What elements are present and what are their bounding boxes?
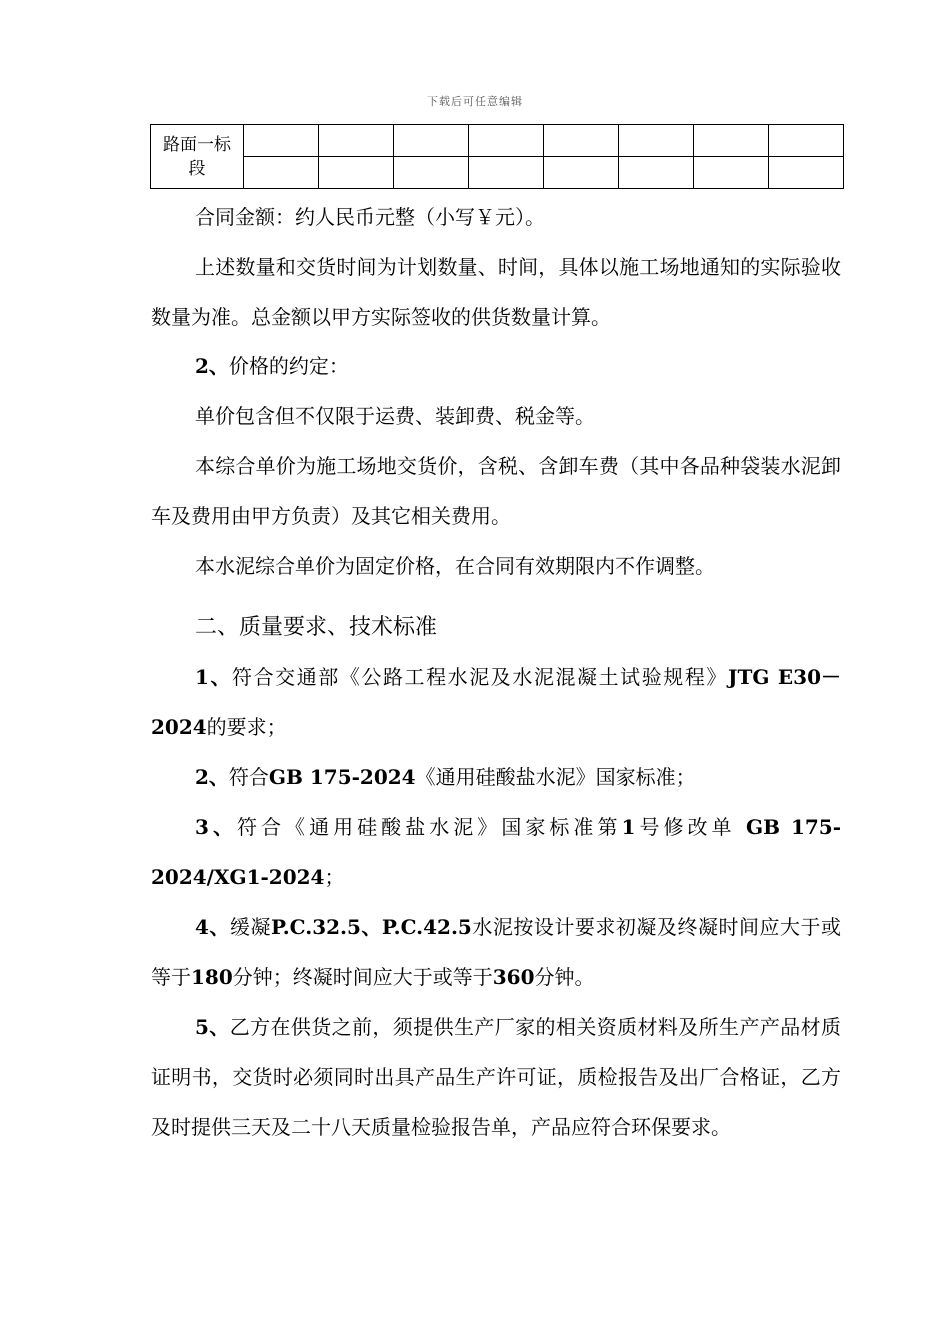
standard-code: JTG E30－2024: [151, 665, 842, 739]
table-cell: [694, 157, 769, 189]
item-text: 号修改单: [635, 815, 736, 839]
item-text: 符合交通部《公路工程水泥及水泥混凝土试验规程》: [232, 665, 728, 689]
table-cell: [769, 157, 844, 189]
standard-item-2: [151, 752, 841, 802]
contract-amount-paragraph: 合同金额：约人民币元整（小写￥元）。: [195, 205, 545, 229]
table-cell: [244, 157, 319, 189]
item-text: 水泥按设计要求初凝及终凝时间应大于或等于: [151, 915, 842, 989]
table-cell: [244, 125, 319, 157]
standard-item-1: [151, 652, 841, 752]
section-heading: 二、质量要求、技术标准: [195, 615, 438, 640]
price-agreement-text: 价格的约定：: [228, 354, 349, 378]
standard-item-4: [151, 902, 841, 1002]
table-row: [151, 157, 844, 189]
standard-code: GB 175-2024/XG1-2024: [151, 815, 842, 889]
table-cell: [469, 157, 544, 189]
item-number: 3、: [195, 815, 237, 839]
row-label-line1: 路面一标: [163, 134, 231, 155]
fixed-price-paragraph: 本水泥综合单价为固定价格，在合同有效期限内不作调整。: [195, 554, 715, 578]
table-row-label: [151, 125, 244, 189]
standard-item-5: [151, 1002, 841, 1152]
price-agreement-heading: [151, 341, 841, 391]
table-cell: [319, 157, 394, 189]
standard-code: GB 175-2024: [268, 765, 416, 789]
table-row: [151, 125, 844, 157]
table-cell: [469, 125, 544, 157]
item-text: 分钟。: [534, 965, 595, 989]
item-text: 乙方在供货之前，须提供生产厂家的相关资质材料及所生产产品材质证明书，交货时必须同时出具产品生产许可证，质检报告及出厂合格证，乙方及时提供三天及二十八天质量检验报告单，产品应符合环保要求。: [151, 1015, 842, 1139]
item-number: 2、: [195, 354, 229, 378]
final-set-minutes: 360: [492, 965, 535, 989]
table-cell: [619, 125, 694, 157]
initial-set-minutes: 180: [191, 965, 233, 989]
table-cell: [394, 157, 469, 189]
item-text: 的要求；: [206, 715, 287, 739]
standard-item-3: [151, 802, 841, 902]
delivery-table: [150, 124, 844, 189]
item-text: ；: [324, 865, 345, 889]
page-header: 下载后可任意编辑: [427, 95, 523, 108]
table-cell: [769, 125, 844, 157]
table-cell: [319, 125, 394, 157]
table-cell: [619, 157, 694, 189]
item-text: 符合: [228, 765, 269, 789]
table-cell: [544, 157, 619, 189]
item-number: 4、: [195, 915, 230, 939]
item-text: 符合《通用硅酸盐水泥》国家标准第: [236, 815, 622, 839]
item-text: 《通用硅酸盐水泥》国家标准；: [415, 765, 696, 789]
item-number: 5、: [195, 1015, 230, 1039]
row-label-line2: 段: [188, 158, 206, 179]
item-number: 2、: [195, 765, 229, 789]
item-text: 缓凝: [229, 915, 271, 939]
unit-price-paragraph: 单价包含但不仅限于运费、装卸费、税金等。: [195, 404, 595, 428]
table-cell: [544, 125, 619, 157]
cement-grade: P.C.32.5、P.C.42.5: [270, 915, 472, 939]
item-text: 分钟；终凝时间应大于或等于: [232, 965, 493, 989]
amendment-number: 1: [621, 815, 636, 839]
composite-price-paragraph: 本综合单价为施工场地交货价，含税、含卸车费（其中各品种袋装水泥卸车及费用由甲方负责）及其它相关费用。: [151, 454, 841, 528]
table-cell: [694, 125, 769, 157]
quantity-note-paragraph: 上述数量和交货时间为计划数量、时间，具体以施工场地通知的实际验收数量为准。总金额以甲方实际签收的供货数量计算。: [151, 255, 841, 329]
table-cell: [394, 125, 469, 157]
item-number: 1、: [195, 665, 233, 689]
